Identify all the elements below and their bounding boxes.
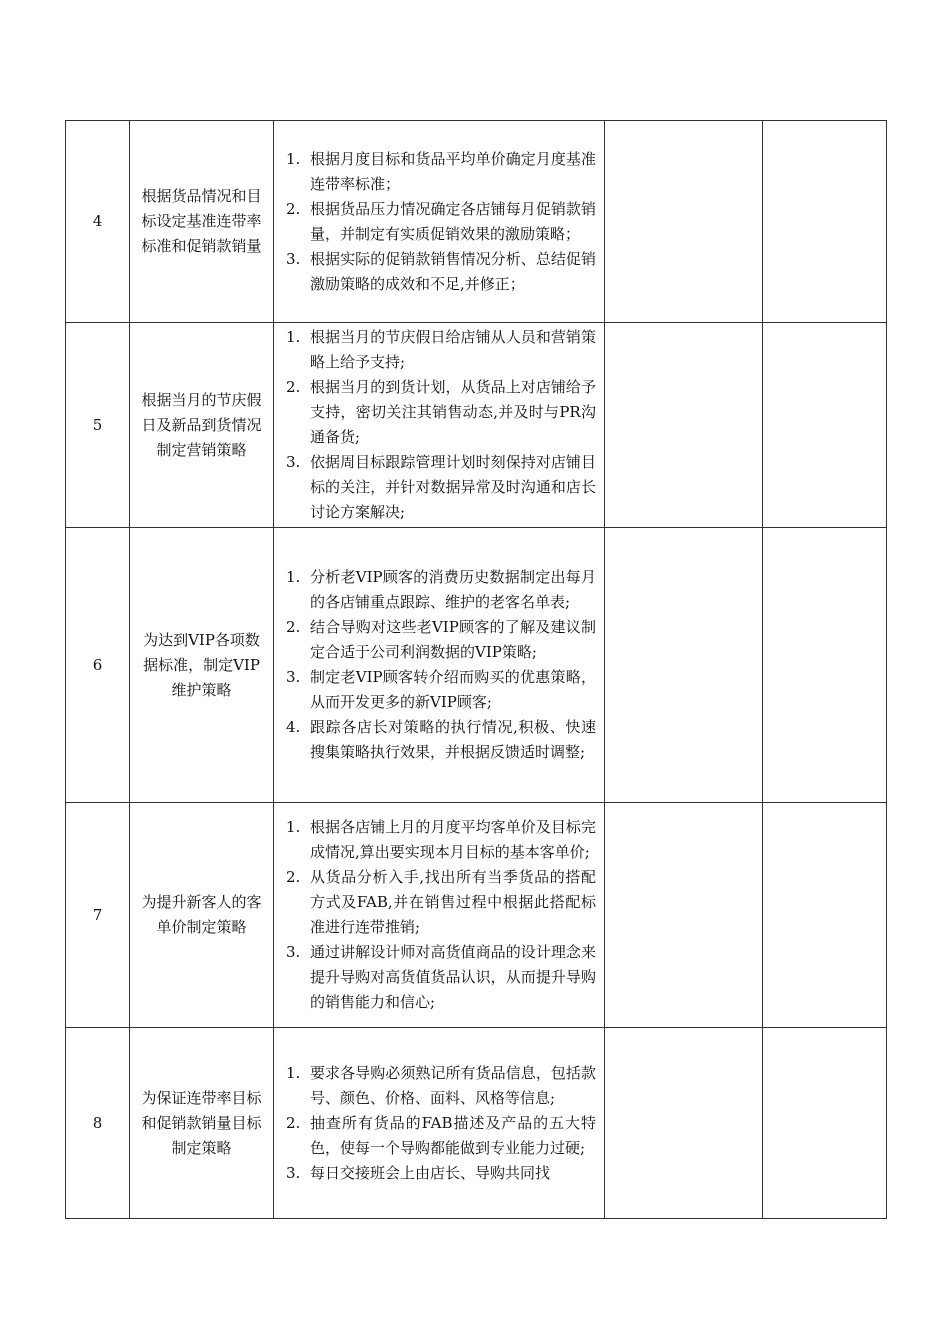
step-text: 根据货品压力情况确定各店铺每月促销款销量，并制定有实质促销效果的激励策略；	[310, 199, 596, 243]
step-item	[280, 665, 596, 715]
table-body	[66, 121, 887, 1219]
step-item	[280, 715, 596, 765]
empty-cell	[763, 323, 887, 528]
table-row	[66, 323, 887, 528]
step-item	[280, 815, 596, 865]
row-steps	[274, 323, 605, 528]
empty-cell	[605, 528, 763, 803]
empty-cell	[605, 121, 763, 323]
step-text: 要求各导购必须熟记所有货品信息，包括款号、颜色、价格、面料、风格等信息;	[310, 1063, 596, 1107]
row-number: 8	[66, 1028, 130, 1219]
step-number: 2.	[286, 618, 301, 636]
step-text: 制定老VIP顾客转介绍而购买的优惠策略，从而开发更多的新VIP顾客;	[310, 668, 596, 711]
step-text: 根据实际的促销款销售情况分析、总结促销激励策略的成效和不足,并修正；	[310, 249, 596, 293]
step-item	[280, 940, 596, 1015]
table-row	[66, 1028, 887, 1219]
step-number: 3.	[286, 453, 301, 471]
step-text: 分析老VIP顾客的消费历史数据制定出每月的各店铺重点跟踪、维护的老客名单表;	[310, 568, 596, 611]
step-number: 1.	[286, 328, 301, 346]
step-item	[280, 197, 596, 247]
step-number: 2.	[286, 868, 301, 886]
step-number: 1.	[286, 818, 301, 836]
table-row	[66, 121, 887, 323]
step-text: 通过讲解设计师对高货值商品的设计理念来提升导购对高货值货品认识，从而提升导购的销售能力和信心;	[310, 943, 596, 1011]
row-title: 为提升新客人的客单价制定策略	[130, 803, 274, 1028]
row-steps	[274, 528, 605, 803]
step-number: 3.	[286, 668, 301, 686]
row-steps	[274, 121, 605, 323]
row-number: 7	[66, 803, 130, 1028]
step-item	[280, 565, 596, 615]
step-number: 2.	[286, 378, 301, 396]
step-text: 抽查所有货品的FAB描述及产品的五大特色，使每一个导购都能做到专业能力过硬;	[310, 1113, 596, 1157]
empty-cell	[605, 803, 763, 1028]
step-item	[280, 865, 596, 940]
step-item	[280, 247, 596, 297]
empty-cell	[763, 1028, 887, 1219]
step-number: 1.	[286, 568, 301, 586]
row-number: 4	[66, 121, 130, 323]
empty-cell	[605, 1028, 763, 1219]
step-number: 2.	[286, 1113, 301, 1132]
table-row	[66, 528, 887, 803]
step-number: 2.	[286, 199, 301, 218]
row-steps	[274, 803, 605, 1028]
step-number: 3.	[286, 1163, 301, 1182]
step-text: 结合导购对这些老VIP顾客的了解及建议制定合适于公司利润数据的VIP策略;	[310, 618, 596, 661]
step-number: 1.	[286, 1063, 301, 1082]
step-number: 1.	[286, 149, 301, 168]
step-text: 根据月度目标和货品平均单价确定月度基准连带率标准；	[310, 149, 596, 193]
empty-cell	[605, 323, 763, 528]
row-title: 为达到VIP各项数据标准，制定VIP维护策略	[130, 528, 274, 803]
row-number: 6	[66, 528, 130, 803]
step-text: 依据周目标跟踪管理计划时刻保持对店铺目标的关注，并针对数据异常及时沟通和店长讨论方案解决;	[310, 453, 596, 521]
step-text: 从货品分析入手,找出所有当季货品的搭配方式及FAB,并在销售过程中根据此搭配标准进行连带推销;	[310, 868, 596, 936]
strategy-table	[65, 120, 887, 1219]
step-number: 3.	[286, 249, 301, 268]
step-text: 每日交接班会上由店长、导购共同找	[310, 1163, 551, 1182]
step-text: 根据各店铺上月的月度平均客单价及目标完成情况,算出要实现本月目标的基本客单价;	[310, 818, 596, 861]
step-item	[280, 1111, 596, 1161]
step-item	[280, 450, 596, 525]
step-item	[280, 615, 596, 665]
empty-cell	[763, 121, 887, 323]
step-text: 跟踪各店长对策略的执行情况,积极、快速搜集策略执行效果，并根据反馈适时调整;	[310, 718, 596, 761]
step-text: 根据当月的节庆假日给店铺从人员和营销策略上给予支持;	[310, 328, 596, 371]
empty-cell	[763, 528, 887, 803]
row-title: 根据当月的节庆假日及新品到货情况制定营销策略	[130, 323, 274, 528]
step-item	[280, 375, 596, 450]
step-number: 4.	[286, 718, 301, 736]
step-item	[280, 1161, 596, 1186]
step-number: 3.	[286, 943, 301, 961]
step-text: 根据当月的到货计划，从货品上对店铺给予支持，密切关注其销售动态,并及时与PR沟通备货;	[310, 378, 596, 446]
row-title: 根据货品情况和目标设定基准连带率标准和促销款销量	[130, 121, 274, 323]
empty-cell	[763, 803, 887, 1028]
row-title: 为保证连带率目标和促销款销量目标制定策略	[130, 1028, 274, 1219]
step-item	[280, 147, 596, 197]
row-number: 5	[66, 323, 130, 528]
table-row	[66, 803, 887, 1028]
step-item	[280, 325, 596, 375]
row-steps	[274, 1028, 605, 1219]
step-item	[280, 1061, 596, 1111]
